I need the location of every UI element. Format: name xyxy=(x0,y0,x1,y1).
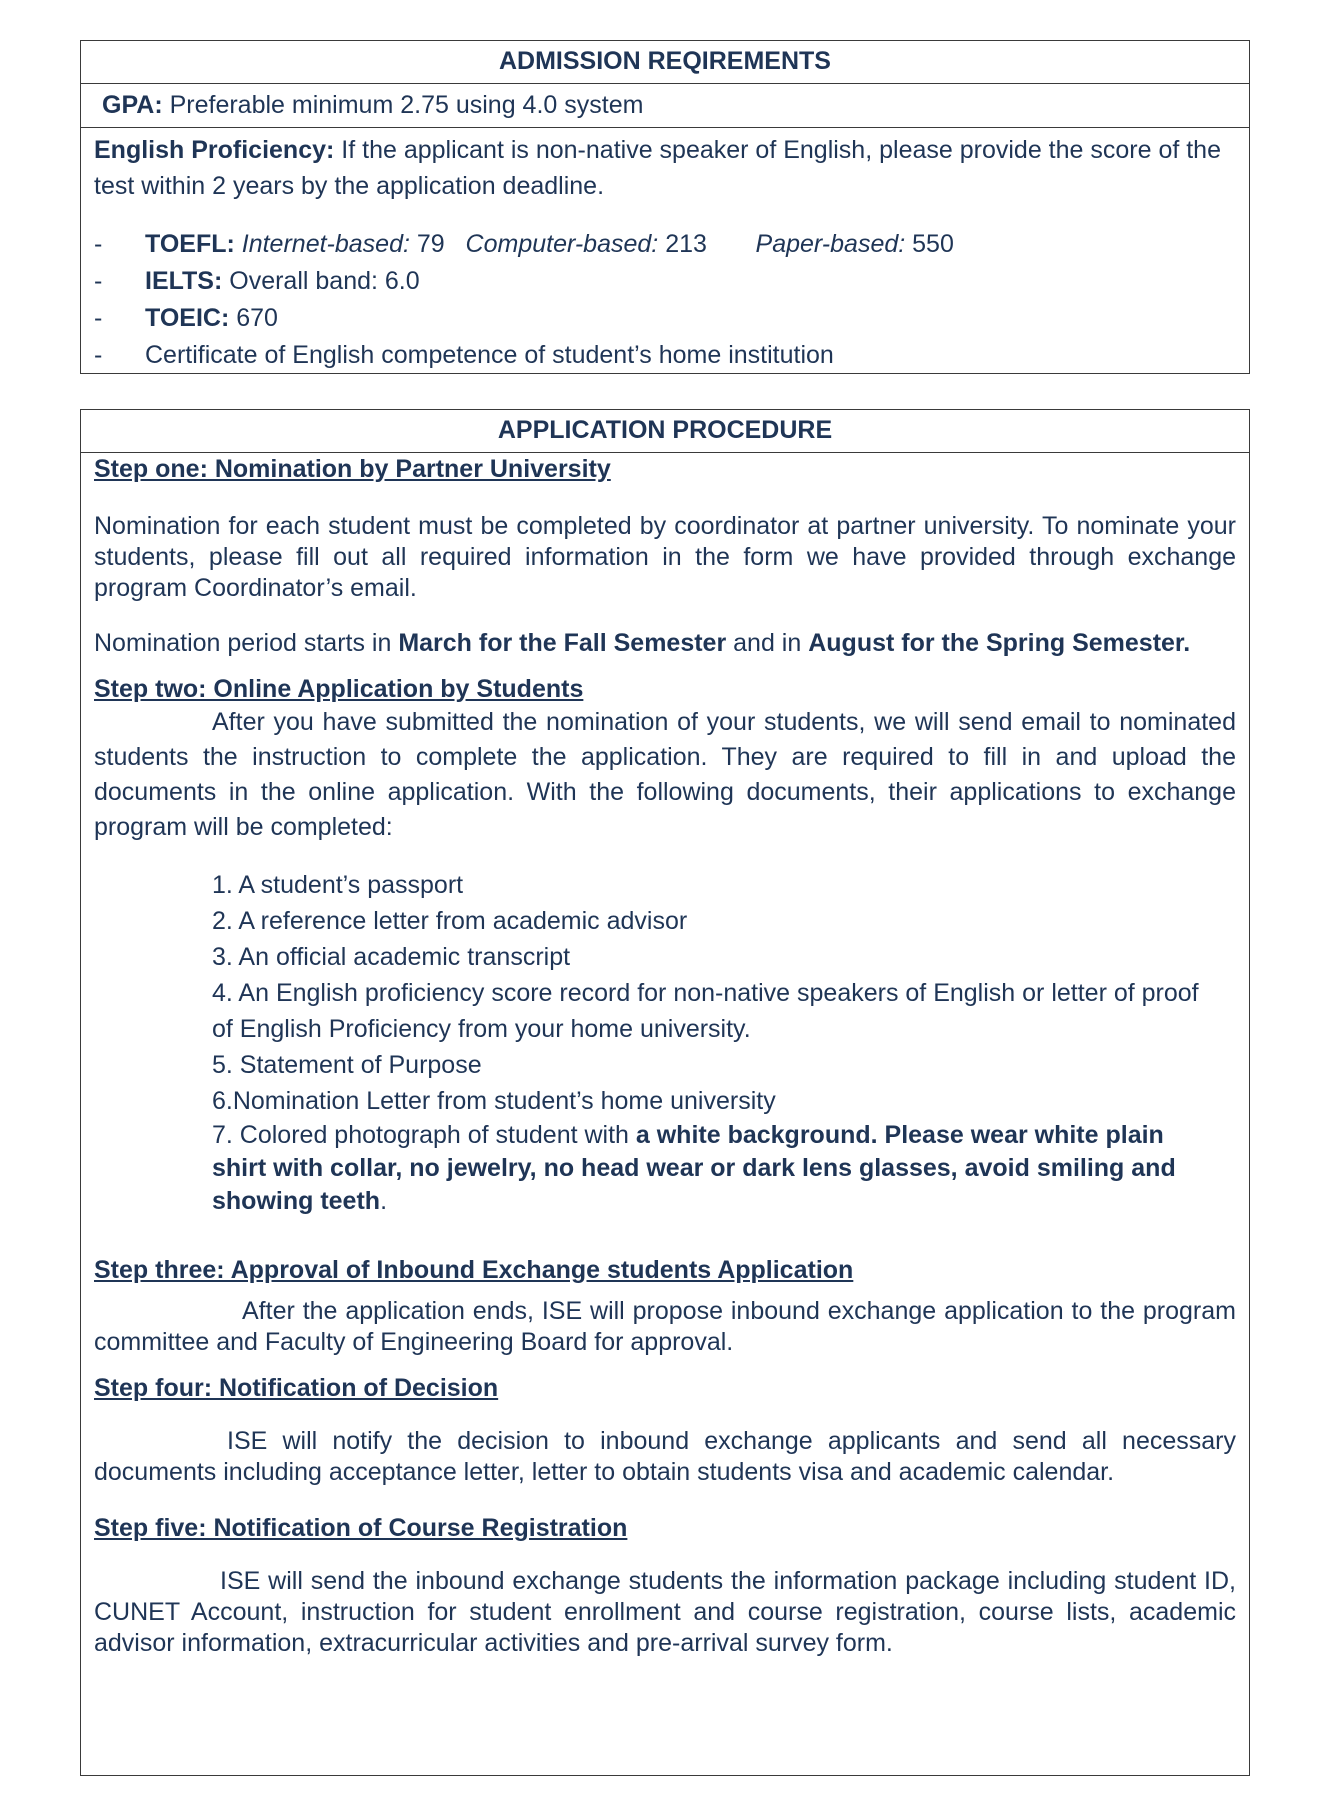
toefl-pbt-label: Paper-based: xyxy=(755,230,906,258)
english-proficiency-cell xyxy=(81,128,1249,374)
doc-english-proficiency: 4. An English proficiency score record for non-native speakers of English or letter of proof of English Proficiency from your home university. xyxy=(212,979,1199,1043)
step-four-heading: Step four: Notification of Decision xyxy=(94,1374,499,1402)
toefl-cbt-value: 213 xyxy=(658,230,707,258)
nomination-period-text-c: and in xyxy=(726,629,809,657)
doc-nomination-letter: 6.Nomination Letter from student’s home university xyxy=(212,1087,776,1115)
toeic-text: 670 xyxy=(229,304,278,332)
nomination-period-text-a: Nomination period starts in xyxy=(94,629,399,657)
doc-statement-of-purpose: 5. Statement of Purpose xyxy=(212,1051,482,1079)
gpa-text: Preferable minimum 2.75 using 4.0 system xyxy=(162,91,644,119)
admission-title: ADMISSION REQIREMENTS xyxy=(81,41,1249,84)
application-procedure-table xyxy=(80,409,1250,1776)
english-proficiency-text: If the applicant is non-native speaker of English, please provide the score of the test within 2 years by the application deadline. xyxy=(94,136,1221,200)
nomination-period-paragraph xyxy=(94,628,1236,659)
toeic-item xyxy=(94,300,1233,337)
ielts-text: Overall band: 6.0 xyxy=(222,267,420,295)
certificate-item: - Certificate of English competence of student’s home institution xyxy=(94,337,1233,374)
doc-passport: 1. A student’s passport xyxy=(212,871,464,899)
toefl-ibt-label: Internet-based: xyxy=(241,230,410,258)
admission-requirements-table xyxy=(80,40,1250,374)
english-proficiency-label: English Proficiency: xyxy=(94,136,335,164)
nomination-fall: March for the Fall Semester xyxy=(398,629,727,657)
doc-transcript: 3. An official academic transcript xyxy=(212,943,571,971)
step-one-paragraph: Nomination for each student must be completed by coordinator at partner university. To nominate your students, please fill out all required information in the form we have provided through exchange program Coordinator’s email. xyxy=(94,512,1236,602)
toefl-ibt-value: 79 xyxy=(409,230,445,258)
gpa-row xyxy=(81,84,1249,128)
doc-photograph xyxy=(212,1119,1220,1218)
doc-photograph-text: 7. Colored photograph of student with xyxy=(212,1121,636,1149)
doc-photograph-requirements: a white background. Please wear white plain shirt with collar, no jewelry, no head wear or dark lens glasses, avoid smiling and showing teeth xyxy=(212,1121,1176,1215)
step-five-heading: Step five: Notification of Course Registration xyxy=(94,1514,628,1542)
step-four-paragraph: ISE will notify the decision to inbound exchange applicants and send all necessary documents including acceptance letter, letter to obtain students visa and academic calendar. xyxy=(94,1427,1236,1486)
step-one-heading: Step one: Nomination by Partner University xyxy=(94,455,611,483)
doc-reference-letter: 2. A reference letter from academic advisor xyxy=(212,907,688,935)
toefl-label: TOEFL: xyxy=(145,230,235,258)
toeic-label: TOEIC: xyxy=(145,304,230,332)
required-documents-list xyxy=(94,867,1236,1218)
toefl-pbt-value: 550 xyxy=(905,230,954,258)
nomination-spring: August for the Spring Semester. xyxy=(808,629,1191,657)
english-proficiency-paragraph xyxy=(94,132,1233,204)
step-five-paragraph: ISE will send the inbound exchange students the information package including student ID, CUNET Account, instruction for student enrollment and course registration, course lists, academic advisor information, extracurricular activities and pre-arrival survey form. xyxy=(94,1567,1236,1657)
doc-photograph-period: . xyxy=(380,1187,388,1215)
procedure-content xyxy=(81,453,1249,1659)
toefl-item xyxy=(94,226,1233,263)
step-two-heading: Step two: Online Application by Students xyxy=(94,675,584,703)
step-three-paragraph: After the application ends, ISE will propose inbound exchange application to the program committee and Faculty of Engineering Board for approval. xyxy=(94,1297,1236,1356)
ielts-item xyxy=(94,263,1233,300)
step-three-heading: Step three: Approval of Inbound Exchange students Application xyxy=(94,1256,854,1284)
gpa-label: GPA: xyxy=(102,91,163,119)
ielts-label: IELTS: xyxy=(145,267,223,295)
toefl-cbt-label: Computer-based: xyxy=(465,230,659,258)
step-two-paragraph: After you have submitted the nomination of your students, we will send email to nominated students the instruction to complete the application. They are required to fill in and upload the documents in the online application. With the following documents, their applications to exchange program will be completed: xyxy=(94,708,1236,841)
procedure-title: APPLICATION PROCEDURE xyxy=(81,410,1249,453)
english-test-list xyxy=(94,226,1233,374)
